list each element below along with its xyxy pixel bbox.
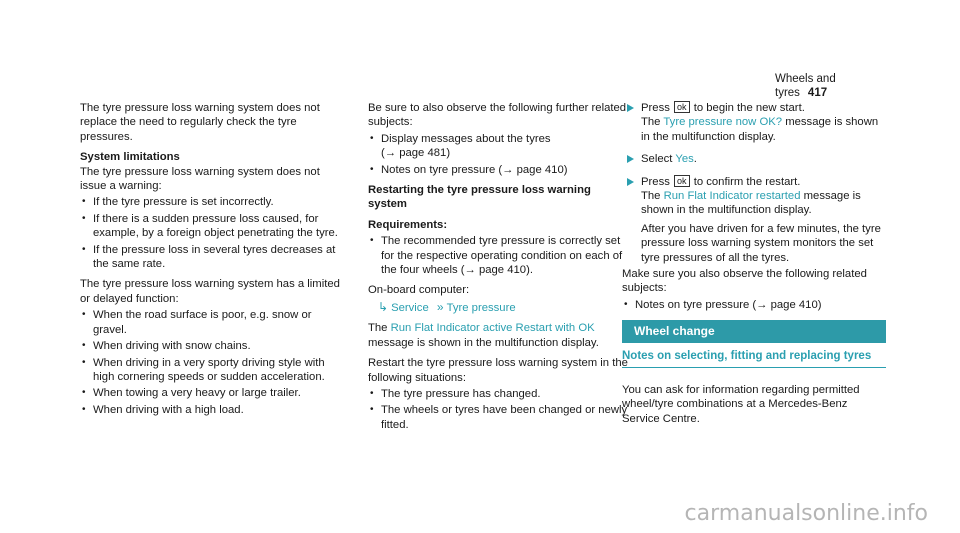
requirements-heading: Requirements:: [368, 218, 448, 231]
list-item: • If the tyre pressure is set incorrectly.: [80, 195, 342, 209]
column-1: [80, 101, 342, 417]
watermark: carmanualsonline.info: [684, 500, 928, 526]
ok-key-icon: ok: [674, 101, 690, 113]
related-intro: Make sure you also observe the following related subjects:: [622, 268, 867, 295]
observe-list: [368, 132, 630, 177]
list-item: • When driving with a high load.: [80, 403, 342, 417]
menu-path: [368, 300, 630, 315]
list-item: • The recommended tyre pressure is correctly set for the respective operating condition on each of the four wheels (→ page 410).: [368, 234, 630, 277]
list-item: • Notes on tyre pressure (→ page 410): [622, 298, 886, 312]
list-item: • When the road surface is poor, e.g. snow or gravel.: [80, 308, 342, 337]
step-2: Select Yes.: [622, 152, 886, 166]
section-body: You can ask for information regarding permitted wheel/tyre combinations at a Mercedes-Benz Service Centre.: [622, 384, 860, 425]
onboard-label: On-board computer:: [368, 284, 470, 297]
observe-item-text: Display messages about the tyres: [381, 132, 551, 145]
list-item: • When towing a very heavy or large trailer.: [80, 386, 342, 400]
list-item: [368, 132, 630, 161]
list-item: • When driving in a very sporty driving style with high cornering speeds or sudden acceleration.: [80, 356, 342, 385]
menu-service: Service: [391, 301, 429, 314]
menu-arrow-icon: ↳: [378, 299, 389, 314]
restart-heading: Restarting the tyre pressure loss warning system: [368, 184, 591, 211]
subsection-heading: Notes on selecting, fitting and replacing tyres: [622, 349, 886, 368]
message-paragraph: The Run Flat Indicator active Restart with OK message is shown in the multifunction display.: [368, 322, 599, 349]
requirements-list: [368, 234, 630, 277]
step-arrow-icon: [627, 178, 634, 186]
display-message: Run Flat Indicator restarted: [663, 190, 801, 203]
list-item: • If there is a sudden pressure loss caused, for example, by a foreign object penetrating the tyre.: [80, 212, 342, 241]
column-3: [622, 93, 886, 312]
list-item: • The wheels or tyres have been changed or newly fitted.: [368, 403, 630, 432]
step-note: After you have driven for a few minutes, the tyre pressure loss warning system monitors the set tyre pressures of all the tyres.: [641, 222, 881, 264]
step-1: Press ok to begin the new start. The Tyre pressure now OK? message is shown in the multifunction display.: [622, 101, 886, 144]
step-arrow-icon: [627, 104, 634, 112]
restart-intro: Restart the tyre pressure loss warning system in the following situations:: [368, 357, 628, 384]
delay-list: [80, 308, 342, 417]
step-3: Press ok to confirm the restart. The Run Flat Indicator restarted message is shown in the multifunction display. After you have driven for a few minutes, the tyre pressure loss warning system monitors the set tyre pressures of all the tyres.: [622, 175, 886, 265]
step-arrow-icon: [627, 155, 634, 163]
option-yes: Yes: [675, 153, 694, 166]
page-number: 417: [807, 87, 828, 100]
list-item: • When driving with snow chains.: [80, 339, 342, 353]
list-item: • If the pressure loss in several tyres decreases at the same rate.: [80, 243, 342, 272]
section-title-bar: Wheel change: [622, 320, 886, 343]
restart-list: [368, 387, 630, 432]
display-message: Run Flat Indicator active Restart with OK: [390, 322, 595, 335]
limits-intro: The tyre pressure loss warning system does not issue a warning:: [80, 165, 320, 193]
limits-heading: System limitations: [80, 151, 180, 164]
column-2: [368, 101, 630, 432]
observe-intro: Be sure to also observe the following further related subjects:: [368, 102, 627, 129]
delay-intro: The tyre pressure loss warning system has a limited or delayed function:: [80, 278, 340, 305]
limits-list: [80, 195, 342, 271]
menu-tyre-pressure: Tyre pressure: [446, 301, 516, 314]
list-item: • Notes on tyre pressure (→ page 410): [368, 163, 630, 177]
ok-key-icon: ok: [674, 175, 690, 187]
page-reference-link[interactable]: (→ page 481): [381, 147, 451, 160]
double-chevron-icon: »: [436, 299, 444, 314]
list-item: • The tyre pressure has changed.: [368, 387, 630, 401]
related-list: [622, 298, 886, 312]
display-message: Tyre pressure now OK?: [663, 116, 783, 129]
intro-paragraph: The tyre pressure loss warning system does not replace the need to regularly check the tyre pressures.: [80, 102, 320, 143]
chapter-title: Wheels and tyres: [775, 73, 836, 100]
